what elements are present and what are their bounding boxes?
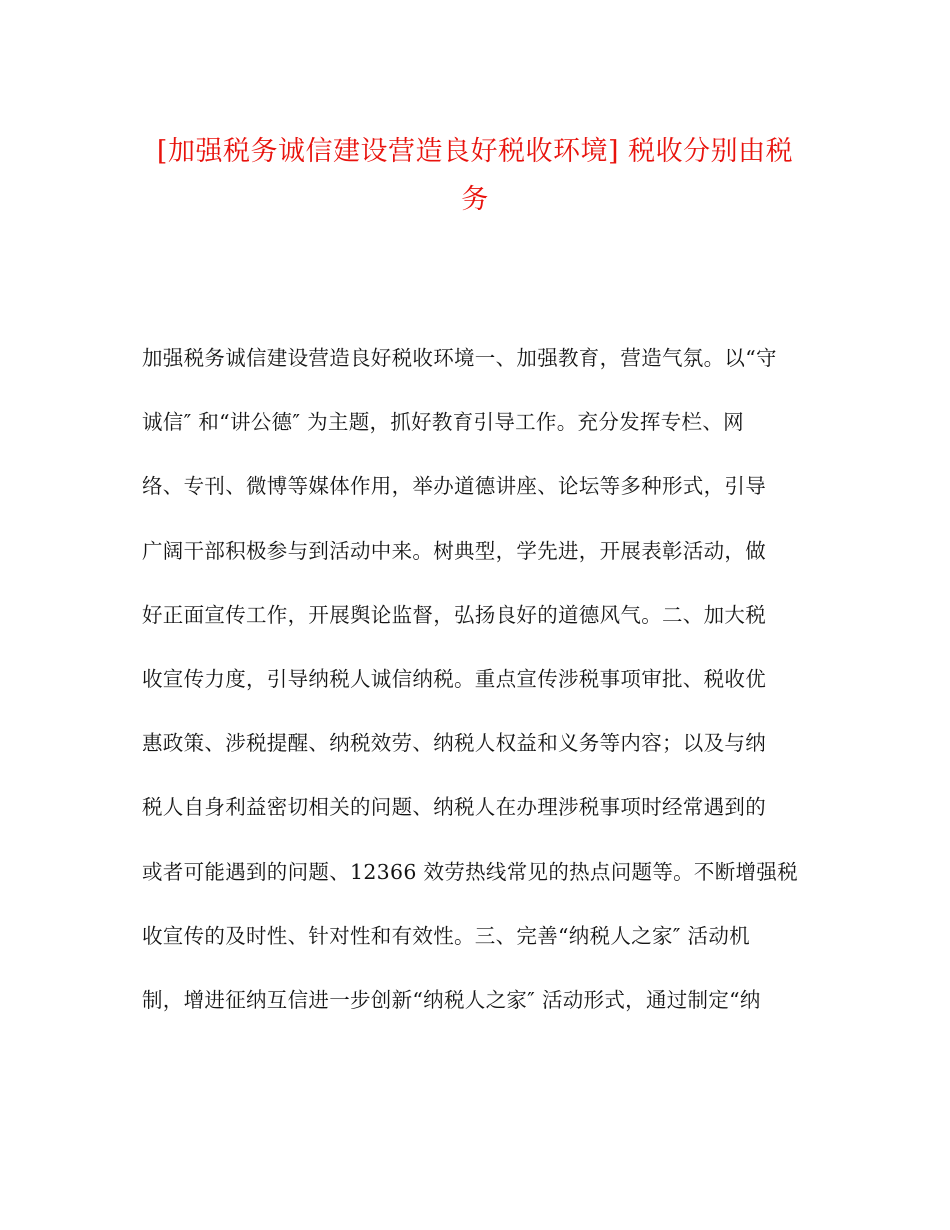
body-line-6: 收宣传力度，引导纳税人诚信纳税。重点宣传涉税事项审批、税收优	[142, 666, 766, 691]
title-line-1: [加强税务诚信建设营造良好税收环境] 税收分别由税	[156, 136, 794, 167]
body-line-9: 或者可能遇到的问题、12366 效劳热线常见的热点问题等。不断增强税	[142, 859, 798, 884]
title-line-2: 务	[461, 184, 489, 215]
document-body	[142, 326, 812, 1032]
body-line-8: 税人自身利益密切相关的问题、纳税人在办理涉税事项时经常遇到的	[142, 795, 766, 820]
body-line-1: 加强税务诚信建设营造良好税收环境一、加强教育，营造气氛。以“守	[142, 346, 777, 370]
document-title	[140, 128, 810, 224]
body-line-11: 制，增进征纳互信进一步创新“纳税人之家″ 活动形式，通过制定“纳	[142, 987, 761, 1012]
body-line-4: 广阔干部积极参与到活动中来。树典型，学先进，开展表彰活动，做	[142, 538, 766, 563]
body-line-10: 收宣传的及时性、针对性和有效性。三、完善“纳税人之家″ 活动机	[142, 923, 750, 948]
body-line-3: 络、专刊、微博等媒体作用，举办道德讲座、论坛等多种形式，引导	[142, 474, 766, 499]
body-line-5: 好正面宣传工作，开展舆论监督，弘扬良好的道德风气。二、加大税	[142, 602, 766, 627]
body-line-7: 惠政策、涉税提醒、纳税效劳、纳税人权益和义务等内容；以及与纳	[142, 731, 766, 756]
body-line-2: 诚信″ 和“讲公德″ 为主题，抓好教育引导工作。充分发挥专栏、网	[142, 410, 744, 435]
